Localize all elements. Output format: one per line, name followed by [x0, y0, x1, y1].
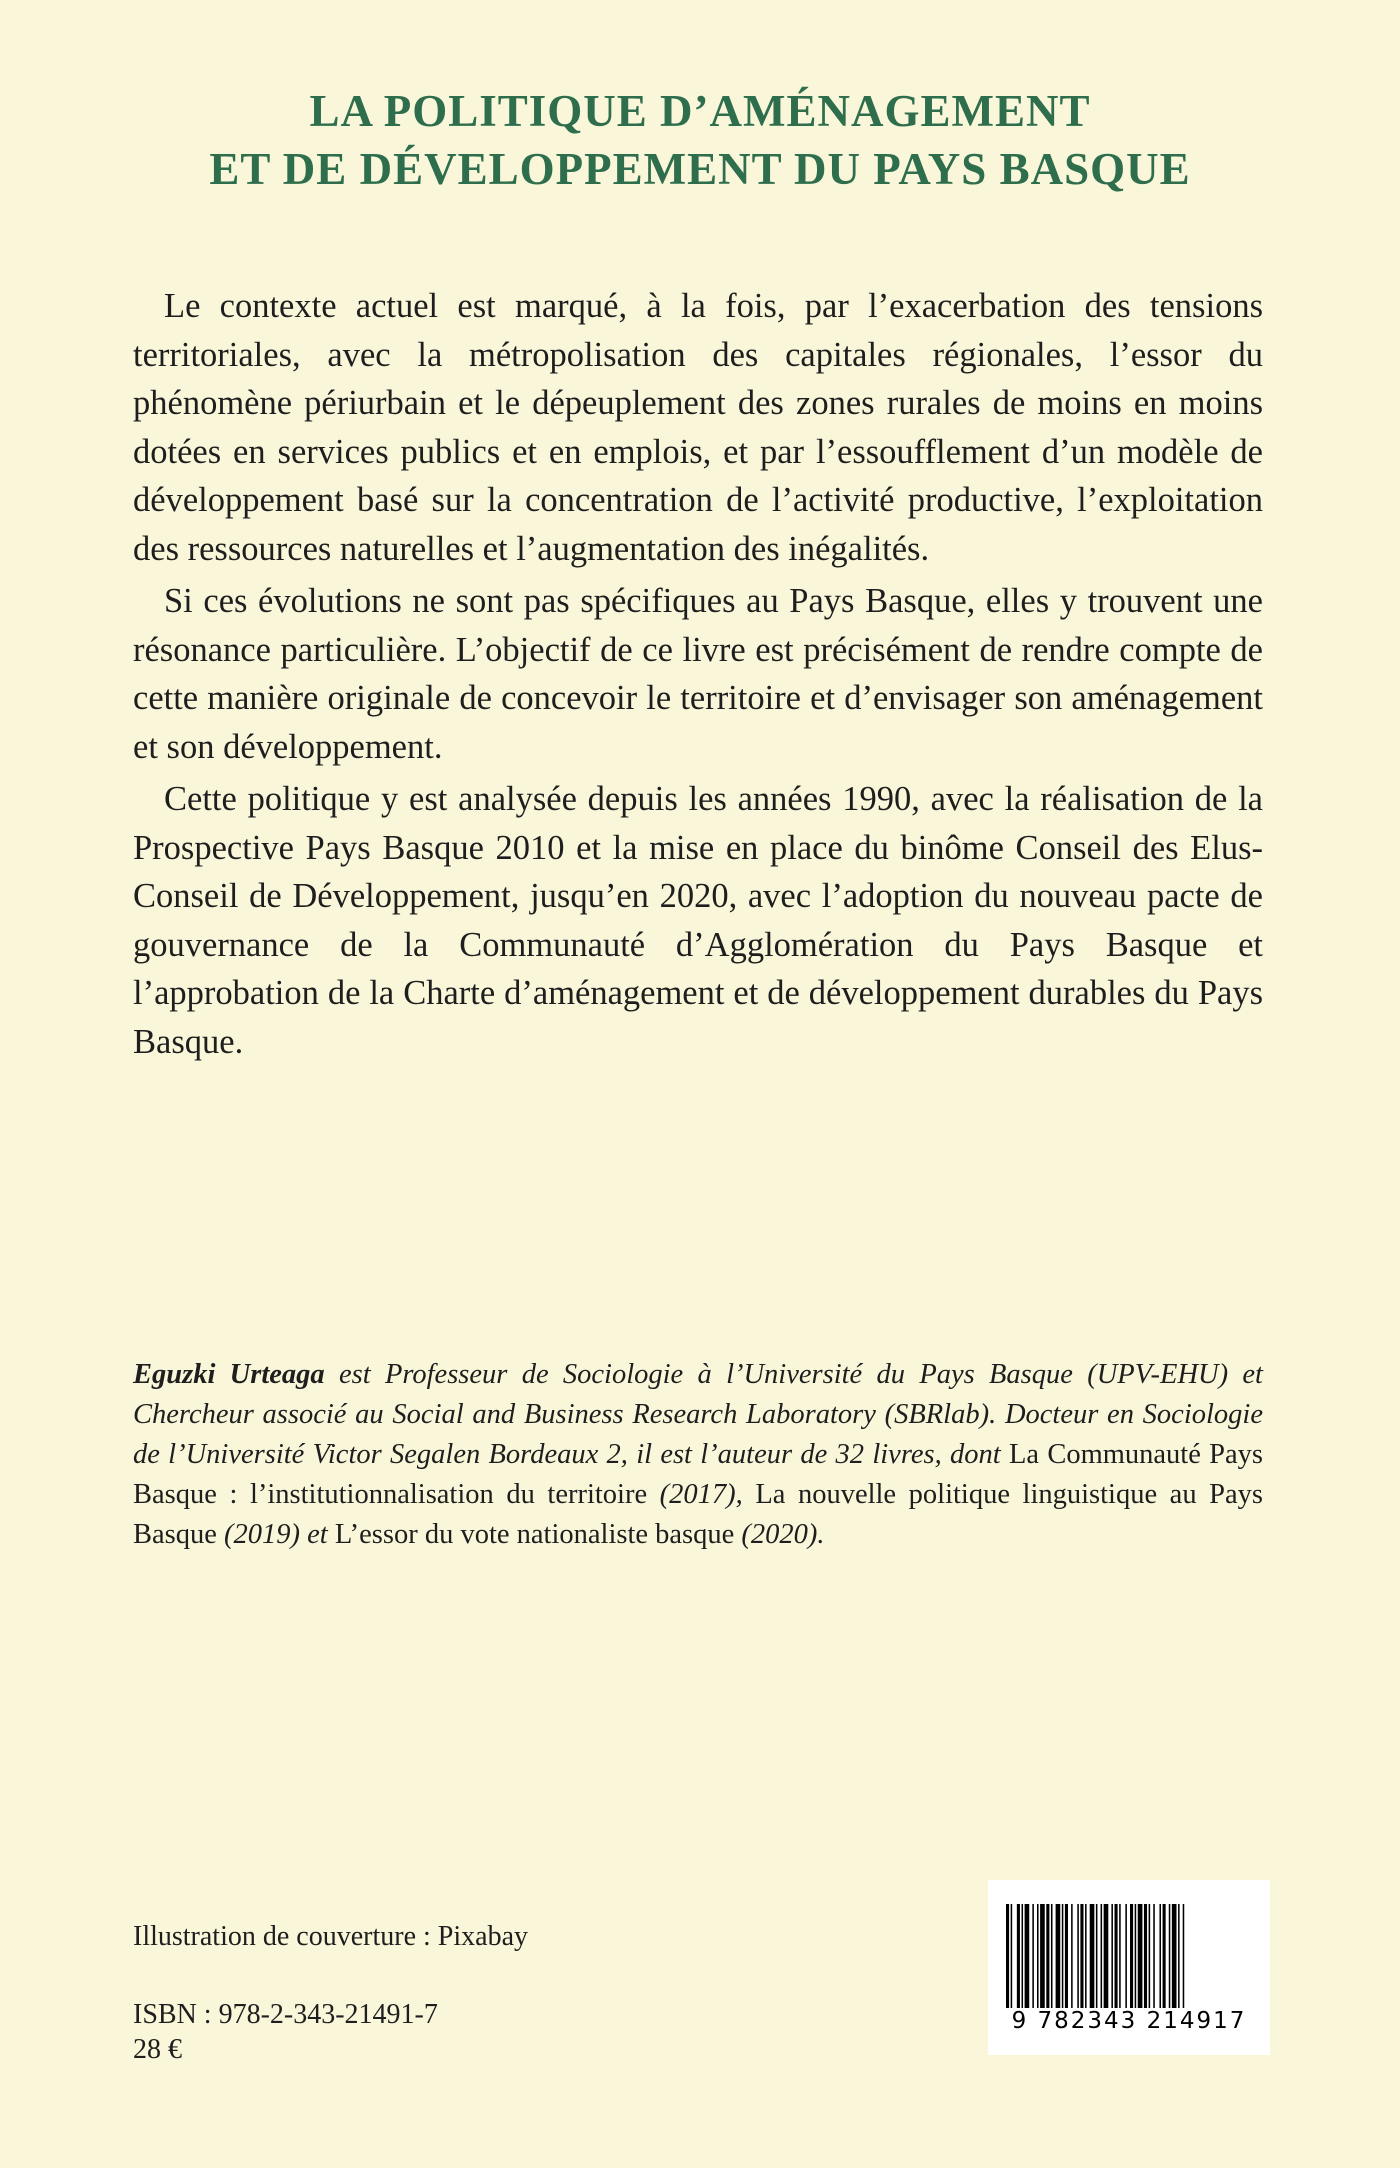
book-title-2: La nouvelle politique linguistique au Pays Basque	[133, 1479, 1263, 1550]
barcode-bar-9	[1051, 1904, 1053, 2008]
barcode	[988, 1880, 1270, 2055]
barcode-bar-13	[1071, 1904, 1073, 2008]
barcode-bar-31	[1159, 1904, 1161, 2008]
barcode-bar-8	[1046, 1904, 1049, 2008]
barcode-bar-36	[1183, 1904, 1185, 2008]
barcode-bar-23	[1119, 1904, 1121, 2008]
barcode-bar-15	[1080, 1904, 1083, 2008]
barcode-bar-17	[1090, 1904, 1095, 2008]
bio-text: est Professeur de Sociologie à l’Université du Pays Basque (UPV-EHU) et Chercheur associé au Social and Business Research Laboratory (SBRlab). Docteur en Sociologie de l’Université Victor Segalen Bordeaux 2, il est l’auteur de 32 livres, dont	[133, 1359, 1263, 1470]
barcode-bar-34	[1172, 1904, 1177, 2008]
barcode-bar-1	[1011, 1904, 1013, 2008]
barcode-bar-26	[1135, 1904, 1137, 2008]
book-title	[0, 82, 1400, 198]
title-line-1: LA POLITIQUE D’AMÉNAGEMENT	[309, 86, 1091, 136]
barcode-bar-14	[1077, 1904, 1079, 2008]
barcode-bar-11	[1062, 1904, 1064, 2008]
barcode-bar-3	[1022, 1904, 1024, 2008]
book-title-3: L’essor du vote nationaliste basque	[334, 1519, 735, 1550]
book-year-2: (2019) et	[216, 1519, 335, 1550]
title-line-2: ET DE DÉVELOPPEMENT DU PAYS BASQUE	[209, 144, 1191, 194]
barcode-bar-27	[1138, 1904, 1143, 2008]
barcode-bars	[1006, 1904, 1252, 2008]
book-year-1: (2017),	[647, 1479, 756, 1510]
barcode-bar-10	[1056, 1904, 1061, 2008]
book-year-3: (2020).	[734, 1519, 825, 1550]
book-title-1: La Communauté Pays Basque : l’institutionnalisation du territoire	[133, 1439, 1264, 1510]
back-cover-summary	[133, 282, 1263, 1070]
barcode-bar-24	[1125, 1904, 1127, 2008]
cover-illustration-credit: Illustration de couverture : Pixabay	[133, 1921, 528, 1952]
barcode-bar-28	[1144, 1904, 1147, 2008]
barcode-bar-22	[1115, 1904, 1118, 2008]
barcode-bar-0	[1006, 1904, 1009, 2008]
summary-paragraph-2: Si ces évolutions ne sont pas spécifiques au Pays Basque, elles y trouvent une résonance particulière. L’objectif de ce livre est précisément de rendre compte de cette manière originale de concevoir le territoire et d’envisager son aménagement et son développement.	[133, 582, 1263, 766]
summary-paragraph-1: Le contexte actuel est marqué, à la fois, par l’exacerbation des tensions territoriales, avec la métropolisation des capitales régionales, l’essor du phénomène périurbain et le dépeuplement des zones rurales de moins en moins dotées en services publics et en emplois, et par l’essoufflement d’un modèle de développement basé sur la concentration de l’activité productive, l’exploitation des ressources naturelles et l’augmentation des inégalités.	[133, 287, 1263, 568]
barcode-bar-16	[1085, 1904, 1087, 2008]
barcode-bar-18	[1096, 1904, 1098, 2008]
barcode-bar-30	[1153, 1904, 1155, 2008]
barcode-bar-32	[1163, 1904, 1166, 2008]
price: 28 €	[133, 2034, 182, 2065]
summary-paragraph-3: Cette politique y est analysée depuis les années 1990, avec la réalisation de la Prospective Pays Basque 2010 et la mise en place du binôme Conseil des Elus-Conseil de Développement, jusqu’en 2020, avec l’adoption du nouveau pacte de gouvernance de la Communauté d’Agglomération du Pays Basque et l’approbation de la Charte d’aménagement et de développement durables du Pays Basque.	[133, 780, 1263, 1061]
barcode-bar-33	[1169, 1904, 1171, 2008]
barcode-bar-35	[1178, 1904, 1180, 2008]
barcode-bar-2	[1017, 1904, 1020, 2008]
barcode-bar-29	[1149, 1904, 1151, 2008]
barcode-digits: 9 782343 214917	[1011, 2008, 1247, 2034]
barcode-bar-19	[1101, 1904, 1103, 2008]
author-bio	[133, 1355, 1263, 1555]
barcode-bar-21	[1111, 1904, 1113, 2008]
barcode-bar-12	[1065, 1904, 1068, 2008]
author-name: Eguzki Urteaga	[133, 1359, 325, 1390]
barcode-bar-25	[1130, 1904, 1133, 2008]
barcode-bar-7	[1040, 1904, 1045, 2008]
isbn: ISBN : 978-2-343-21491-7	[133, 1999, 438, 2030]
barcode-bar-6	[1037, 1904, 1039, 2008]
barcode-bar-5	[1032, 1904, 1034, 2008]
barcode-bar-20	[1104, 1904, 1109, 2008]
barcode-bar-4	[1025, 1904, 1030, 2008]
